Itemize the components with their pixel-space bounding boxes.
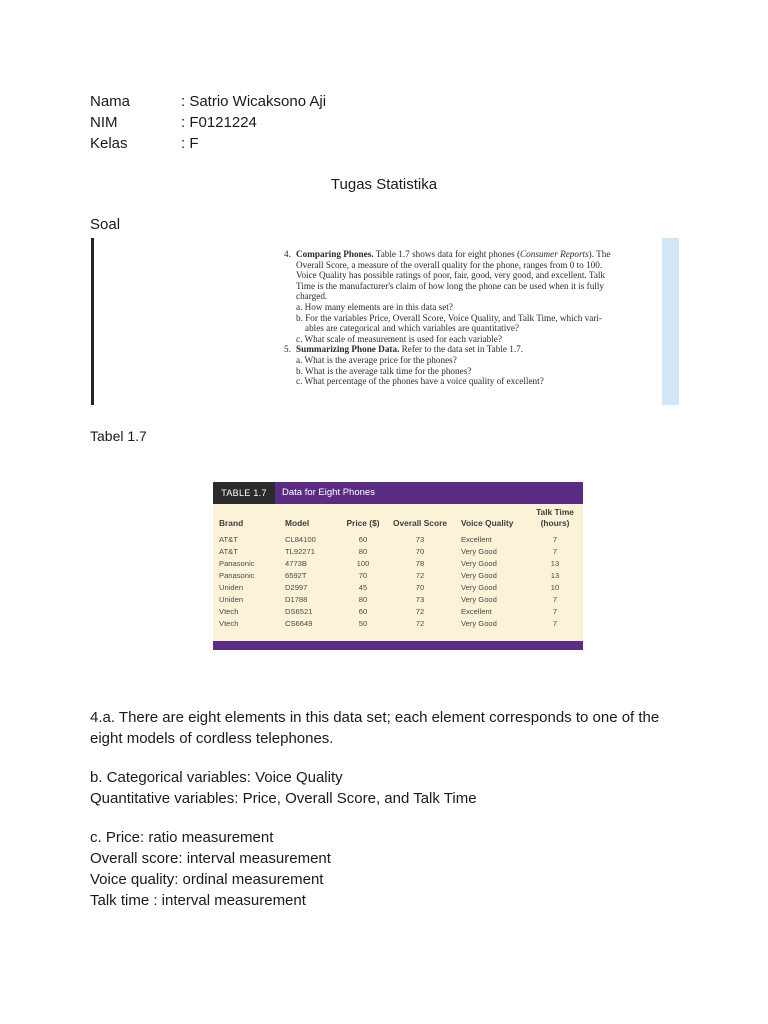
table-cell: 78 <box>415 559 425 568</box>
table-cell: Vtech <box>219 607 239 616</box>
question-title: Comparing Phones. <box>296 249 374 259</box>
table-cell: 60 <box>358 607 368 616</box>
table-cell: Excellent <box>461 607 492 616</box>
table-cell: D2997 <box>285 583 308 592</box>
table-cell: 72 <box>415 607 425 616</box>
question-sub-a: a. What is the average price for the phones? <box>296 354 457 365</box>
identity-label: Kelas <box>90 135 128 152</box>
question-sub-c: c. What percentage of the phones have a voice quality of excellent? <box>296 376 544 387</box>
spacer <box>90 749 690 767</box>
question-sub-c: c. What scale of measurement is used for each variable? <box>296 333 502 344</box>
column-header-voice-quality: Voice Quality <box>461 518 514 528</box>
identity-label: NIM <box>90 114 118 131</box>
table-cell: DS6521 <box>285 607 313 616</box>
table-cell: D1788 <box>285 595 308 604</box>
table-cell: 70 <box>415 583 425 592</box>
answer-line: 4.a. There are eight elements in this data set; each element corresponds to one of the <box>90 709 660 726</box>
table-cell: Excellent <box>461 535 492 544</box>
question-sub-a: a. How many elements are in this data set? <box>296 301 453 312</box>
table-tag: TABLE 1.7 <box>213 482 275 504</box>
column-header-talk-time-unit: (hours) <box>540 518 570 528</box>
table-cell: 13 <box>550 571 560 580</box>
table-cell: 6592T <box>285 571 307 580</box>
question-line: Overall Score, a measure of the overall quality for the phone, ranges from 0 to 100. <box>296 259 603 270</box>
question-5-line <box>284 344 644 355</box>
table-cell: Very Good <box>461 595 497 604</box>
question-text: ). The <box>588 249 611 259</box>
table-cell: 7 <box>552 619 558 628</box>
question-excerpt <box>284 249 644 387</box>
soal-heading: Soal <box>90 216 121 233</box>
question-sub-b: b. For the variables Price, Overall Score, Voice Quality, and Talk Time, which vari- <box>296 312 602 323</box>
data-table <box>213 482 583 650</box>
table-cell: Very Good <box>461 559 497 568</box>
table-cell: 73 <box>415 595 425 604</box>
table-cell: Panasonic <box>219 559 255 568</box>
column-header-brand: Brand <box>219 518 244 528</box>
table-footer-bar <box>213 641 583 650</box>
identity-value: : F0121224 <box>181 114 257 131</box>
table-cell: 50 <box>358 619 368 628</box>
table-header-bar <box>213 482 583 504</box>
column-header-model: Model <box>285 518 310 528</box>
answer-line: c. Price: ratio measurement <box>90 829 274 846</box>
table-cell: Very Good <box>461 619 497 628</box>
question-line: Voice Quality has possible ratings of poor, fair, good, very good, and excellent. Talk <box>296 270 606 281</box>
table-cell: Uniden <box>219 595 244 604</box>
answer-line: Talk time : interval measurement <box>90 892 306 909</box>
table-cell: 72 <box>415 571 425 580</box>
table-cell: 7 <box>552 595 558 604</box>
column-header-talk-time: Talk Time <box>536 507 574 517</box>
table-cell: 45 <box>358 583 368 592</box>
question-text: Table 1.7 shows data for eight phones ( <box>373 249 521 259</box>
question-title: Summarizing Phone Data. <box>296 344 400 355</box>
answer-line: eight models of cordless telephones. <box>90 730 334 747</box>
table-cell: 60 <box>358 535 368 544</box>
column-header-price: Price ($) <box>346 518 380 528</box>
question-4-line <box>284 249 644 260</box>
table-cell: 70 <box>415 547 425 556</box>
table-cell: 73 <box>415 535 425 544</box>
table-caption: Data for Eight Phones <box>282 487 375 498</box>
table-cell: Very Good <box>461 547 497 556</box>
question-number: 5. <box>284 344 291 355</box>
table-cell: 100 <box>356 559 370 568</box>
question-number: 4. <box>284 249 291 259</box>
table-cell: CS6649 <box>285 619 313 628</box>
table-cell: 7 <box>552 535 558 544</box>
page-title: Tugas Statistika <box>330 176 438 193</box>
question-left-bar <box>91 238 94 405</box>
identity-label: Nama <box>90 93 131 110</box>
table-cell: 70 <box>358 571 368 580</box>
question-source: Consumer Reports <box>520 249 589 259</box>
table-cell: TL92271 <box>285 547 315 556</box>
table-cell: Vtech <box>219 619 239 628</box>
table-cell: 72 <box>415 619 425 628</box>
answer-line: Overall score: interval measurement <box>90 850 331 867</box>
identity-value: : F <box>181 135 199 152</box>
table-cell: AT&T <box>219 535 238 544</box>
spacer <box>90 809 690 827</box>
table-cell: 10 <box>550 583 560 592</box>
table-cell: Panasonic <box>219 571 255 580</box>
answer-line: Quantitative variables: Price, Overall Score, and Talk Time <box>90 790 477 807</box>
identity-value: : Satrio Wicaksono Aji <box>181 93 327 110</box>
table-cell: CL84100 <box>285 535 316 544</box>
table-cell: 4773B <box>285 559 307 568</box>
answer-line: b. Categorical variables: Voice Quality <box>90 769 343 786</box>
question-text: Refer to the data set in Table 1.7. <box>399 344 524 355</box>
question-sub-b: b. What is the average talk time for the phones? <box>296 365 472 376</box>
table-label: Tabel 1.7 <box>90 428 147 444</box>
table-cell: 7 <box>552 607 558 616</box>
table-cell: 80 <box>358 595 368 604</box>
answers <box>90 707 690 911</box>
table-cell: 80 <box>358 547 368 556</box>
column-header-score: Overall Score <box>392 518 447 528</box>
question-line: charged. <box>296 291 328 302</box>
table-cell: Very Good <box>461 583 497 592</box>
answer-line: Voice quality: ordinal measurement <box>90 871 324 888</box>
question-sub-b-cont: ables are categorical and which variables are quantitative? <box>305 323 520 334</box>
table-cell: 7 <box>552 547 558 556</box>
table-cell: Uniden <box>219 583 244 592</box>
question-line: Time is the manufacturer's claim of how long the phone can be used when it is fully <box>296 280 605 291</box>
table-cell: AT&T <box>219 547 238 556</box>
question-right-strip <box>662 238 679 405</box>
table-cell: 13 <box>550 559 560 568</box>
table-cell: Very Good <box>461 571 497 580</box>
